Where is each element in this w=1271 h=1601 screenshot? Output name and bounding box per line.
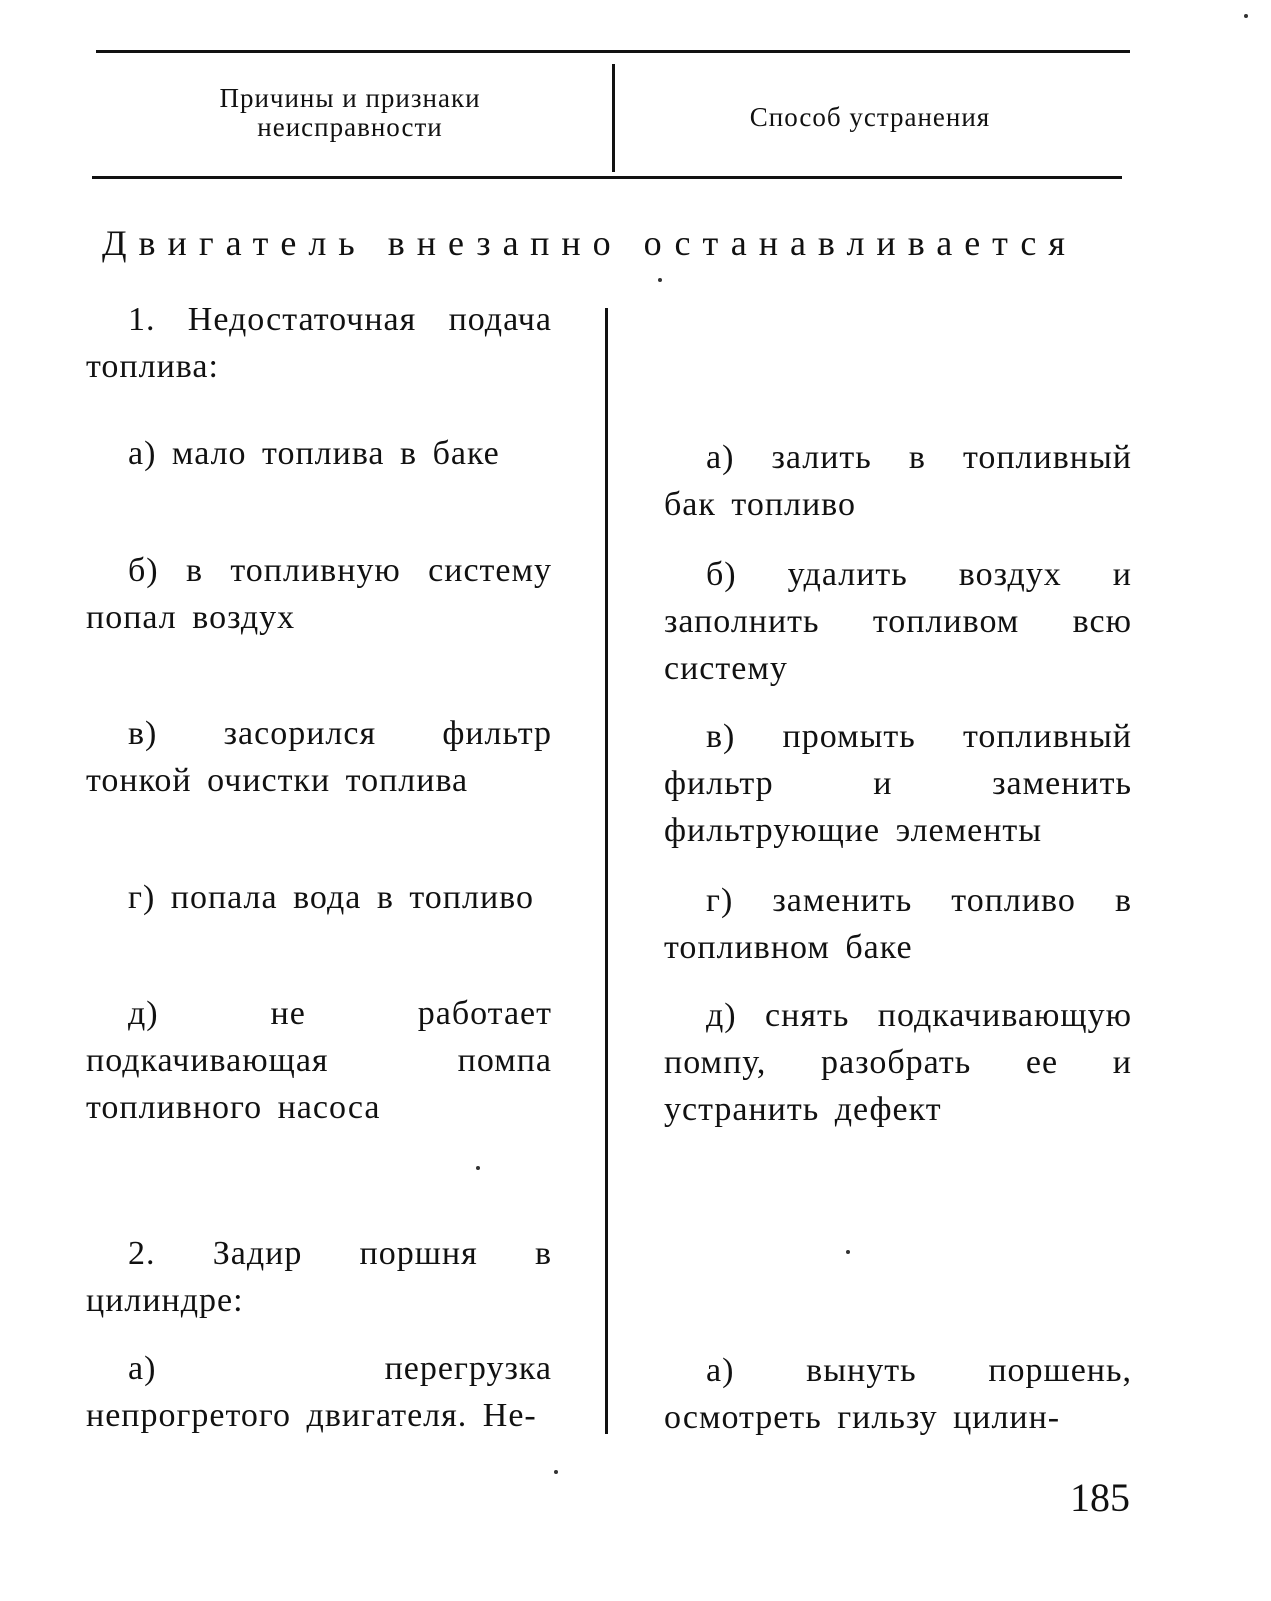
page-number: 185 bbox=[1070, 1475, 1130, 1520]
cause-item: д) не работает подкачивающая помпа топливного насоса bbox=[86, 995, 552, 1126]
header-top-rule bbox=[96, 50, 1130, 53]
header-column-divider bbox=[612, 64, 615, 172]
remedy-item: а) вынуть поршень, осмотреть гильзу цилин- bbox=[664, 1352, 1132, 1436]
scan-speck bbox=[476, 1166, 480, 1170]
remedy-item: г) заменить топливо в топливном баке bbox=[664, 882, 1132, 966]
scan-speck bbox=[554, 1470, 558, 1474]
scan-speck bbox=[658, 278, 662, 282]
cause-item: б) в топливную систему попал воздух bbox=[86, 552, 552, 636]
header-remedy: Способ устранения bbox=[749, 102, 991, 132]
cause-item: г) попала вода в топливо bbox=[128, 879, 534, 916]
cause-item: 1. Недостаточная подача топлива: bbox=[86, 301, 552, 385]
cause-item: в) засорился фильтр тонкой очистки топлива bbox=[86, 715, 552, 799]
remedy-item: а) залить в топливный бак топливо bbox=[664, 439, 1132, 523]
scan-speck bbox=[1244, 14, 1248, 18]
header-bottom-rule bbox=[92, 176, 1122, 179]
cause-item: а) мало топлива в баке bbox=[128, 435, 500, 472]
scan-speck bbox=[846, 1250, 850, 1254]
cause-item: 2. Задир поршня в цилиндре: bbox=[86, 1235, 552, 1319]
remedy-item: б) удалить воздух и заполнить топливом всю систему bbox=[664, 556, 1132, 687]
header-causes: Причины и признаки неисправности bbox=[219, 83, 481, 142]
remedy-item: в) промыть топливный фильтр и заменить фильтрующие элементы bbox=[664, 718, 1132, 849]
body-column-divider bbox=[605, 308, 608, 1434]
section-title: Двигатель внезапно останавливается bbox=[102, 223, 1077, 263]
cause-item: а) перегрузка непрогретого двигателя. Не- bbox=[86, 1350, 552, 1434]
remedy-item: д) снять подкачивающую помпу, разобрать ее и устранить дефект bbox=[664, 997, 1132, 1128]
